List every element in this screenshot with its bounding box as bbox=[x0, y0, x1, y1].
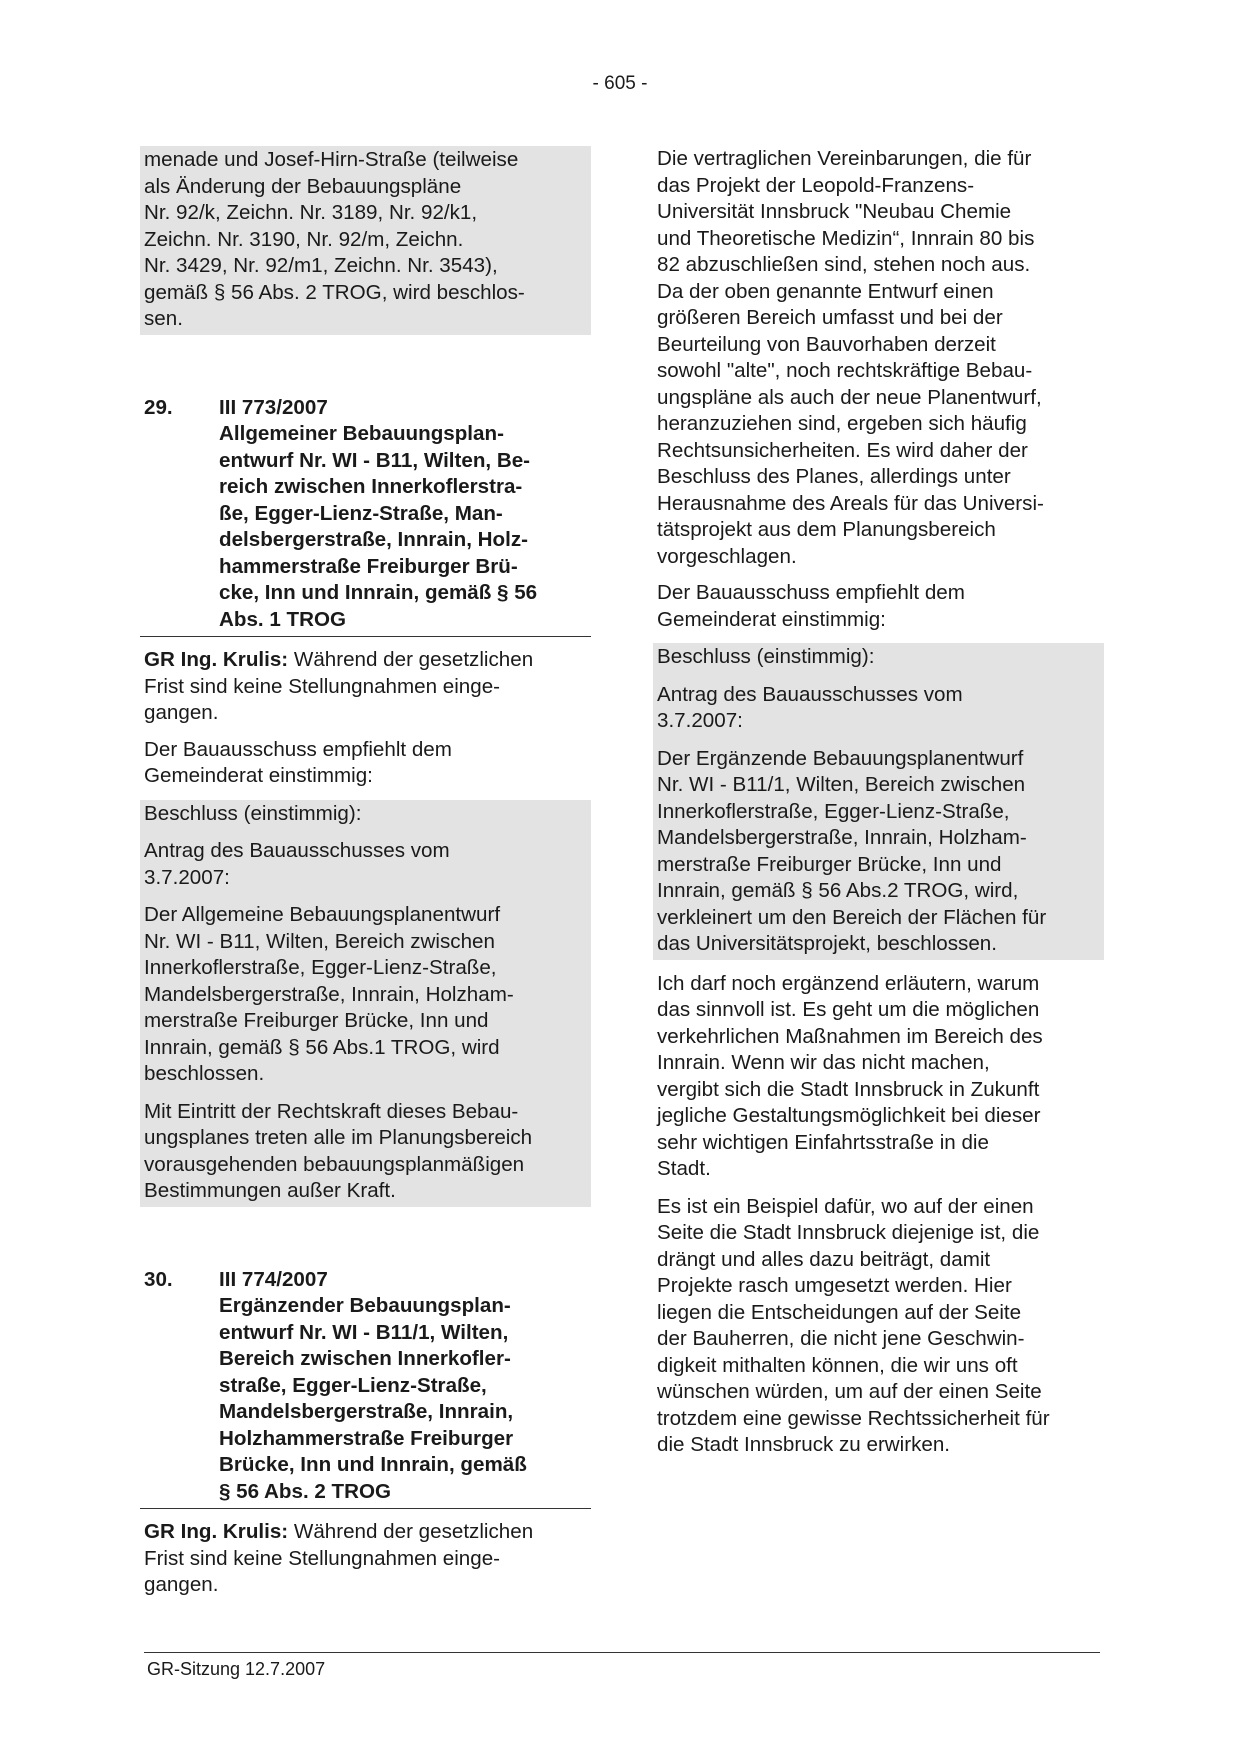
agenda-item-29 bbox=[144, 395, 587, 1207]
decision-text: Der Allgemeine Bebauungsplanentwurf Nr. WI - B11, Wilten, Bereich zwischen Innerkoflerstraße, Egger-Lienz-Straße, Mandelsbergerstraße, Innrain, Holzham- merstraße Freiburger Brücke, Inn und Innrain, gemäß § 56 Abs.1 TROG, wird beschlossen. bbox=[144, 903, 514, 1085]
agenda-item-30 bbox=[144, 1267, 587, 1599]
speech bbox=[144, 1519, 587, 1599]
item-title: Ergänzender Bebauungsplan- entwurf Nr. WI - B11/1, Wilten, Bereich zwischen Innerkofler- straße, Egger-Lienz-Straße, Mandelsbergerstraße, Innrain, Holzhammerstraße Freiburger Brücke, Inn und Innrain, gemäß § 56 Abs. 2 TROG bbox=[219, 1294, 527, 1503]
decision-block bbox=[140, 800, 591, 1207]
item-heading bbox=[144, 1267, 587, 1294]
decision-label: Beschluss (einstimmig): bbox=[144, 801, 362, 825]
speaker-name: GR Ing. Krulis: bbox=[144, 1520, 289, 1543]
page-number: - 605 - bbox=[592, 73, 648, 94]
item-heading bbox=[144, 395, 587, 422]
left-column bbox=[144, 146, 587, 1599]
footer-divider bbox=[144, 1652, 1100, 1653]
divider bbox=[140, 636, 591, 637]
speech bbox=[144, 647, 587, 727]
speech-text: Während der gesetzlichen Frist sind keine Stellungnahmen einge- gangen. bbox=[144, 1520, 534, 1596]
item-code: III 774/2007 bbox=[219, 1267, 328, 1291]
item-title: Allgemeiner Bebauungsplan- entwurf Nr. WI - B11, Wilten, Be- reich zwischen Innerkoflerstra- ße, Egger-Lienz-Straße, Man- delsbergerstraße, Innrain, Holz- hammerstraße Freiburger Brü- cke, Inn und Innrain, gemäß § 56 Abs. 1 TROG bbox=[219, 422, 538, 631]
footer-text: GR-Sitzung 12.7.2007 bbox=[147, 1659, 326, 1679]
recommendation: Der Bauausschuss empfiehlt dem Gemeinderat einstimmig: bbox=[657, 581, 965, 631]
decision-text: Der Ergänzende Bebauungsplanentwurf Nr. WI - B11/1, Wilten, Bereich zwischen Innerkoflerstraße, Egger-Lienz-Straße, Mandelsbergerstraße, Innrain, Holzham- merstraße Freiburger Brücke, Inn und Innrain, gemäß § 56 Abs.2 TROG, wird, verkleinert um den Bereich der Flächen für das Universitätsprojekt, beschlossen. bbox=[657, 746, 1047, 955]
paragraph: Es ist ein Beispiel dafür, wo auf der einen Seite die Stadt Innsbruck diejenige ist, die drängt und alles dazu beiträgt, damit Projekte rasch umgesetzt werden. Hier liegen die Entscheidungen auf der Seite der Bauherren, die nicht jene Geschwin- digkeit mithalten können, die wir uns oft wünschen würden, um auf der einen Seite trotzdem eine gewisse Rechtssicherheit für die Stadt Innsbruck zu erwirken. bbox=[657, 1194, 1050, 1456]
decision-text-2: Mit Eintritt der Rechtskraft dieses Bebau- ungsplanes treten alle im Planungsbereich vorausgehenden bebauungsplanmäßigen Bestimmungen außer Kraft. bbox=[144, 1099, 533, 1202]
continued-decision-block bbox=[140, 146, 591, 335]
item-number: 30. bbox=[144, 1267, 173, 1291]
item-number: 29. bbox=[144, 395, 173, 419]
speaker-name: GR Ing. Krulis: bbox=[144, 648, 289, 671]
divider bbox=[140, 1508, 591, 1509]
right-column bbox=[657, 146, 1100, 1459]
recommendation: Der Bauausschuss empfiehlt dem Gemeinderat einstimmig: bbox=[144, 737, 452, 787]
speech-text: Während der gesetzlichen Frist sind keine Stellungnahmen einge- gangen. bbox=[144, 648, 534, 724]
decision-block bbox=[653, 643, 1104, 960]
decision-label: Beschluss (einstimmig): bbox=[657, 645, 875, 668]
decision-text: menade und Josef-Hirn-Straße (teilweise als Änderung der Bebauungspläne Nr. 92/k, Zeichn. Nr. 3189, Nr. 92/k1, Zeichn. Nr. 3190, Nr. 92/m, Zeichn. Nr. 3429, Nr. 92/m1, Zeichn. Nr. 3543), gemäß § 56 Abs. 2 TROG, wird beschlos- sen. bbox=[144, 148, 525, 330]
motion-label: Antrag des Bauausschusses vom 3.7.2007: bbox=[144, 839, 450, 889]
intro-paragraph: Die vertraglichen Vereinbarungen, die für das Projekt der Leopold-Franzens- Universität Innsbruck "Neubau Chemie und Theoretische Medizin“, Innrain 80 bis 82 abzuschließen sind, stehen noch aus. Da der oben genannte Entwurf einen größeren Bereich umfasst und bei der Beurteilung von Bauvorhaben derzeit sowohl "alte", noch rechtskräftige Bebau- ungspläne als auch der neue Planentwurf, heranzuziehen sind, ergeben sich häufig Rechtsunsicherheiten. Es wird daher der Beschluss des Planes, allerdings unter Herausnahme des Areals für das Universi- tätsprojekt aus dem Planungsbereich vorgeschlagen. bbox=[657, 147, 1044, 568]
paragraph: Ich darf noch ergänzend erläutern, warum das sinnvoll ist. Es geht um die möglichen verkehrlichen Maßnahmen im Bereich des Innrain. Wenn wir das nicht machen, vergibt sich die Stadt Innsbruck in Zukunft jegliche Gestaltungsmöglichkeit bei dieser sehr wichtigen Einfahrtsstraße in die Stadt. bbox=[657, 971, 1043, 1180]
item-code: III 773/2007 bbox=[219, 395, 328, 419]
motion-label: Antrag des Bauausschusses vom 3.7.2007: bbox=[657, 682, 963, 732]
